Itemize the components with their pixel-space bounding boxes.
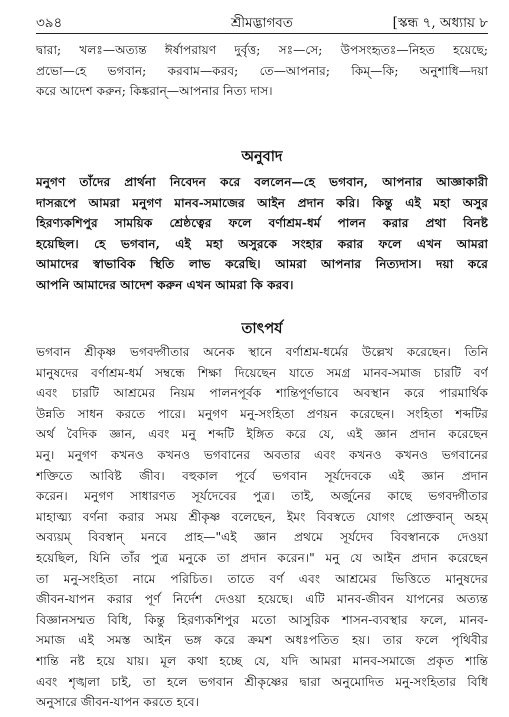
purport-line: সমাজ এই সমস্ত আইন ভঙ্গ করে ক্রমশ অধঃপতিত হয়। তার ফলে পৃথিবীর bbox=[36, 633, 488, 648]
translation-line: মনুগণ তাঁদের প্রার্থনা নিবেদন করে বললেন—হে ভগবান, আপনার আজ্ঞাকারী bbox=[36, 175, 488, 189]
purport-line: ভগবান শ্রীকৃষ্ণ ভগবদ্গীতার অনেক স্থানে বর্ণাশ্রম-ধর্মের উল্লেখ করেছেন। তিনি bbox=[36, 345, 488, 359]
book-title: শ্রীমদ্ভাগবত bbox=[231, 15, 293, 31]
translation-line: আপনি আমাদের আদেশ করুন এখন আমরা কি করব। bbox=[36, 277, 294, 292]
purport-line: বিজ্ঞানসম্মত বিধি, কিন্তু হিরণ্যকশিপুর মতো আসুরিক শাসন-ব্যবস্থার ফলে, মানব- bbox=[36, 612, 488, 627]
purport-line: অর্থ বৈদিক জ্ঞান, এবং মনু শব্দটি ইঙ্গিত করে যে, এই জ্ঞান প্রদান করেছেন bbox=[36, 427, 488, 442]
purport-line: জীবন-যাপন করার পূর্ণ নির্দেশ দেওয়া হয়েছে। এটি মানব-জীবন যাপনের অত্যন্ত bbox=[36, 592, 488, 607]
purport-line: তা মনু-সংহিতা নামে পরিচিত। তাতে বর্ণ এবং আশ্রমের ভিত্তিতে মানুষদের bbox=[36, 571, 488, 586]
translation-line: হিরণ্যকশিপুর সাময়িক শ্রেষ্ঠত্বের ফলে বর্ণাশ্রম-ধর্ম পালন করার প্রথা বিনষ্ট bbox=[36, 216, 488, 231]
purport-line: মাহাত্ম্য বর্ণনা করার সময় শ্রীকৃষ্ণ বলেছেন, ইমং বিবস্বতে যোগং প্রোক্তবান্ অহম্ bbox=[36, 509, 488, 524]
purport-line: উন্নতি সাধন করতে পারে। মনুগণ মনু-সংহিতা প্রণয়ন করেছেন। সংহিতা শব্দটির bbox=[36, 406, 488, 421]
purport-line: এবং চারটি আশ্রমের নিয়ম পালনপূর্বক শান্তিপূর্ণভাবে অবস্থান করে পারমার্থিক bbox=[36, 386, 488, 401]
word-meanings-line: করে আদেশ করুন; কিঙ্করান্—আপনার নিত্য দাস। bbox=[36, 84, 273, 99]
translation-line: হয়েছিল। হে ভগবান, এই মহা অসুরকে সংহার করার ফলে এখন আমরা bbox=[36, 236, 488, 251]
purport-line: করেন। মনুগণ সাধারণত সূর্যদেবের পুত্র। তাই, অর্জুনের কাছে ভগবদ্গীতার bbox=[36, 489, 488, 504]
purport-line: মনু। মনুগণ কখনও কখনও ভগবানের অবতার এবং কখনও কখনও ভগবানের bbox=[36, 447, 488, 462]
translation-line: দাসরূপে আমরা মনুগণ মানব-সমাজের আইন প্রদান করি। কিন্তু এই মহা অসুর bbox=[36, 195, 488, 210]
translation-line: আমাদের স্বাভাবিক স্থিতি লাভ করেছি। আমরা আপনার নিত্যদাস। দয়া করে bbox=[36, 257, 488, 272]
translation-heading: অনুবাদ bbox=[241, 148, 283, 165]
word-meanings-line: প্রভো—হে ভগবান; করবাম—করব; তে—আপনার; কিম্—কি; অনুশাধি—দয়া bbox=[36, 63, 488, 78]
word-meanings-line: দ্বারা; খলঃ—অত্যন্ত ঈর্ষাপরায়ণ দুর্বৃত্ত; সঃ—সে; উপসংহৃতঃ—নিহত হয়েছে; bbox=[36, 43, 488, 57]
page-number: ৩৯৪ bbox=[36, 15, 63, 31]
header-divider bbox=[36, 33, 488, 34]
purport-text bbox=[36, 342, 488, 713]
purport-line: মানুষদের বর্ণাশ্রম-ধর্ম সম্বন্ধে শিক্ষা দিয়েছেন যাতে সমগ্র মানব-সমাজ চারটি বর্ণ bbox=[36, 365, 488, 380]
translation-text bbox=[36, 172, 488, 296]
purport-line: শক্তিতে আবিষ্ট জীব। বহুকাল পূর্বে ভগবান সূর্যদেবকে এই জ্ঞান প্রদান bbox=[36, 468, 488, 483]
purport-line: অব্যয়ম্ বিবস্বান্ মনবে প্রাহ—"এই জ্ঞান প্রথমে সূর্যদেব বিবস্বানকে দেওয়া bbox=[36, 530, 488, 545]
purport-line: শান্তি নষ্ট হয়ে যায়। মূল কথা হচ্ছে যে, যদি আমরা মানব-সমাজে প্রকৃত শান্তি bbox=[36, 653, 488, 668]
section-reference: [স্কন্ধ ৭, অধ্যায় ৮ bbox=[392, 15, 488, 31]
purport-line: এবং শৃঙ্খলা চাই, তা হলে ভগবান শ্রীকৃষ্ণের দ্বারা অনুমোদিত মনু-সংহিতার বিধি bbox=[36, 674, 488, 689]
purport-line: অনুসারে জীবন-যাপন করতে হবে। bbox=[36, 695, 200, 710]
purport-line: হয়েছিল, যিনি তাঁর পুত্র মনুকে তা প্রদান করেন।" মনু যে আইন প্রদান করেছেন bbox=[36, 550, 488, 565]
word-meanings bbox=[36, 40, 488, 102]
purport-heading: তাৎপর্য bbox=[241, 320, 283, 337]
